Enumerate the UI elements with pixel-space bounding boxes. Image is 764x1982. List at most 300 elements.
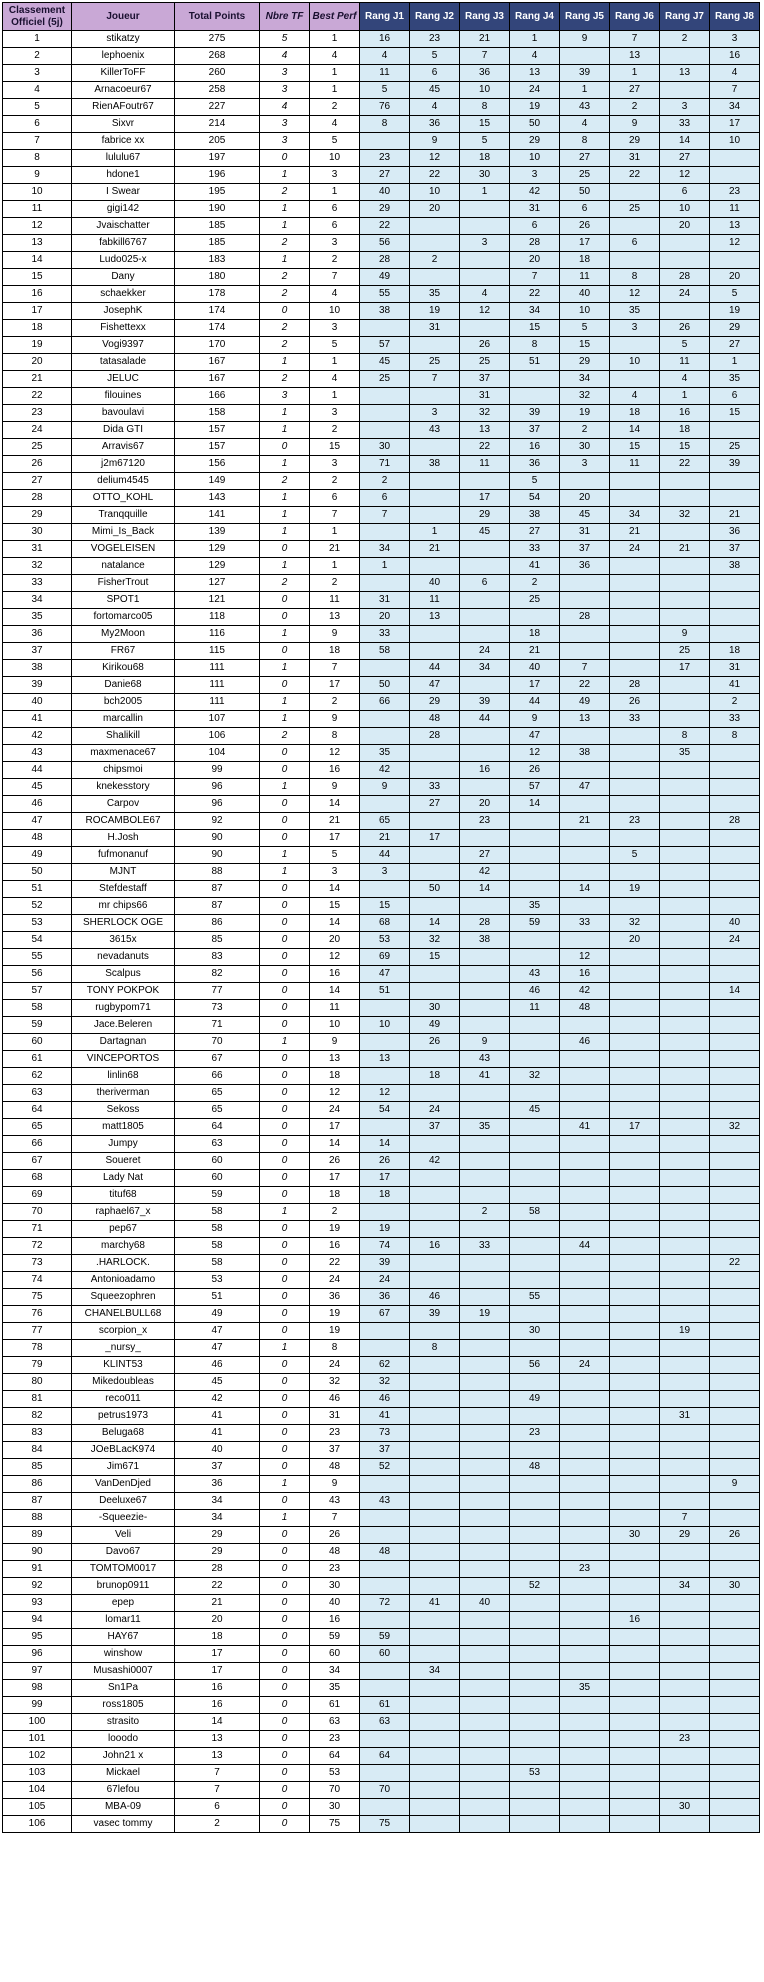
- rang-j2-cell: 34: [410, 1663, 460, 1680]
- best-perf-cell: 7: [310, 269, 360, 286]
- rang-j5-cell: 4: [560, 116, 610, 133]
- best-perf-cell: 2: [310, 694, 360, 711]
- rang-j7-cell: [660, 490, 710, 507]
- best-perf-cell: 37: [310, 1442, 360, 1459]
- nbre-tf-cell: 0: [260, 1799, 310, 1816]
- rang-j5-cell: [560, 1255, 610, 1272]
- rang-j6-cell: 25: [610, 201, 660, 218]
- rang-j7-cell: [660, 1663, 710, 1680]
- rang-j6-cell: [610, 1255, 660, 1272]
- ranking-table: [2, 2, 760, 1833]
- rang-j3-cell: 5: [460, 133, 510, 150]
- rang-j6-cell: [610, 1408, 660, 1425]
- rang-j7-cell: [660, 1680, 710, 1697]
- rang-j5-cell: [560, 1085, 610, 1102]
- rang-j6-cell: 6: [610, 235, 660, 252]
- best-perf-cell: 1: [310, 388, 360, 405]
- rang-j6-cell: [610, 983, 660, 1000]
- rang-j8-cell: [710, 898, 760, 915]
- rang-j2-cell: 25: [410, 354, 460, 371]
- rang-j4-cell: 34: [510, 303, 560, 320]
- player-cell: 3615x: [72, 932, 175, 949]
- rang-j1-cell: [360, 1510, 410, 1527]
- nbre-tf-cell: 0: [260, 1663, 310, 1680]
- total-points-cell: 49: [175, 1306, 260, 1323]
- total-points-cell: 258: [175, 82, 260, 99]
- rang-j6-cell: 35: [610, 303, 660, 320]
- rang-j4-cell: [510, 1714, 560, 1731]
- rang-j4-cell: 31: [510, 201, 560, 218]
- total-points-cell: 227: [175, 99, 260, 116]
- rang-j1-cell: [360, 660, 410, 677]
- rang-j3-cell: 8: [460, 99, 510, 116]
- best-perf-cell: 18: [310, 1187, 360, 1204]
- rang-j1-cell: 9: [360, 779, 410, 796]
- rank-cell: 90: [3, 1544, 72, 1561]
- rang-j4-cell: [510, 1799, 560, 1816]
- rang-j7-cell: [660, 235, 710, 252]
- rang-j1-cell: [360, 1068, 410, 1085]
- rang-j6-cell: [610, 490, 660, 507]
- total-points-cell: 129: [175, 541, 260, 558]
- total-points-cell: 53: [175, 1272, 260, 1289]
- rang-j1-cell: 32: [360, 1374, 410, 1391]
- rank-cell: 35: [3, 609, 72, 626]
- rang-j8-cell: [710, 1493, 760, 1510]
- best-perf-cell: 48: [310, 1459, 360, 1476]
- rang-j8-cell: [710, 1017, 760, 1034]
- best-perf-cell: 10: [310, 150, 360, 167]
- best-perf-cell: 16: [310, 966, 360, 983]
- rang-j8-cell: 9: [710, 1476, 760, 1493]
- nbre-tf-cell: 1: [260, 167, 310, 184]
- rank-cell: 76: [3, 1306, 72, 1323]
- best-perf-cell: 4: [310, 286, 360, 303]
- rang-j6-cell: [610, 1085, 660, 1102]
- rang-j8-cell: 20: [710, 269, 760, 286]
- total-points-cell: 118: [175, 609, 260, 626]
- nbre-tf-cell: 0: [260, 915, 310, 932]
- rank-cell: 53: [3, 915, 72, 932]
- rang-j2-cell: [410, 1748, 460, 1765]
- rank-cell: 81: [3, 1391, 72, 1408]
- rang-j1-cell: [360, 1527, 410, 1544]
- nbre-tf-cell: 0: [260, 1323, 310, 1340]
- rang-j8-cell: [710, 473, 760, 490]
- rang-j5-cell: [560, 48, 610, 65]
- rang-j3-cell: 24: [460, 643, 510, 660]
- rang-j6-cell: [610, 1476, 660, 1493]
- rang-j5-cell: [560, 1272, 610, 1289]
- rank-cell: 66: [3, 1136, 72, 1153]
- table-row: [3, 1153, 760, 1170]
- rang-j7-cell: [660, 473, 710, 490]
- rang-j5-cell: [560, 1714, 610, 1731]
- rang-j3-cell: 35: [460, 1119, 510, 1136]
- total-points-cell: 60: [175, 1153, 260, 1170]
- nbre-tf-cell: 2: [260, 473, 310, 490]
- rank-cell: 19: [3, 337, 72, 354]
- best-perf-cell: 4: [310, 116, 360, 133]
- rang-j2-cell: 24: [410, 1102, 460, 1119]
- best-perf-cell: 19: [310, 1221, 360, 1238]
- rang-j1-cell: [360, 1204, 410, 1221]
- best-perf-cell: 1: [310, 558, 360, 575]
- rang-j5-cell: 50: [560, 184, 610, 201]
- best-perf-cell: 48: [310, 1544, 360, 1561]
- total-points-cell: 167: [175, 354, 260, 371]
- nbre-tf-cell: 1: [260, 201, 310, 218]
- rang-j3-cell: [460, 1527, 510, 1544]
- total-points-cell: 41: [175, 1425, 260, 1442]
- rang-j4-cell: 4: [510, 48, 560, 65]
- best-perf-cell: 21: [310, 541, 360, 558]
- table-row: [3, 1459, 760, 1476]
- rang-j8-cell: [710, 1799, 760, 1816]
- rang-j3-cell: [460, 592, 510, 609]
- total-points-cell: 121: [175, 592, 260, 609]
- rank-cell: 91: [3, 1561, 72, 1578]
- total-points-cell: 28: [175, 1561, 260, 1578]
- rang-j1-cell: 70: [360, 1782, 410, 1799]
- best-perf-cell: 12: [310, 1085, 360, 1102]
- rang-j1-cell: 65: [360, 813, 410, 830]
- player-cell: KLINT53: [72, 1357, 175, 1374]
- rang-j1-cell: [360, 796, 410, 813]
- rang-j5-cell: [560, 932, 610, 949]
- player-cell: vasec tommy: [72, 1816, 175, 1833]
- player-cell: KillerToFF: [72, 65, 175, 82]
- total-points-cell: 83: [175, 949, 260, 966]
- rang-j6-cell: [610, 473, 660, 490]
- rang-j2-cell: 8: [410, 1340, 460, 1357]
- rang-j5-cell: [560, 1629, 610, 1646]
- rank-cell: 100: [3, 1714, 72, 1731]
- header-rang-j8: Rang J8: [710, 3, 760, 31]
- rang-j7-cell: [660, 677, 710, 694]
- rank-cell: 46: [3, 796, 72, 813]
- rank-cell: 73: [3, 1255, 72, 1272]
- rang-j3-cell: 12: [460, 303, 510, 320]
- rang-j5-cell: 3: [560, 456, 610, 473]
- rang-j8-cell: [710, 1136, 760, 1153]
- header-joueur: Joueur: [72, 3, 175, 31]
- rank-cell: 42: [3, 728, 72, 745]
- rang-j3-cell: [460, 558, 510, 575]
- total-points-cell: 111: [175, 660, 260, 677]
- table-row: [3, 65, 760, 82]
- rang-j2-cell: [410, 1442, 460, 1459]
- rang-j6-cell: [610, 898, 660, 915]
- table-row: [3, 1136, 760, 1153]
- rang-j2-cell: [410, 1391, 460, 1408]
- rang-j4-cell: [510, 388, 560, 405]
- rang-j8-cell: 10: [710, 133, 760, 150]
- table-row: [3, 1391, 760, 1408]
- rang-j3-cell: [460, 1561, 510, 1578]
- total-points-cell: 34: [175, 1493, 260, 1510]
- player-cell: Dartagnan: [72, 1034, 175, 1051]
- best-perf-cell: 13: [310, 609, 360, 626]
- rang-j4-cell: 12: [510, 745, 560, 762]
- player-cell: Mickael: [72, 1765, 175, 1782]
- rang-j8-cell: [710, 1357, 760, 1374]
- nbre-tf-cell: 0: [260, 541, 310, 558]
- rang-j4-cell: 54: [510, 490, 560, 507]
- rang-j7-cell: [660, 1119, 710, 1136]
- rang-j3-cell: 42: [460, 864, 510, 881]
- player-cell: maxmenace67: [72, 745, 175, 762]
- rang-j7-cell: 9: [660, 626, 710, 643]
- rang-j6-cell: [610, 1629, 660, 1646]
- total-points-cell: 7: [175, 1765, 260, 1782]
- rang-j5-cell: 25: [560, 167, 610, 184]
- total-points-cell: 58: [175, 1204, 260, 1221]
- rang-j2-cell: [410, 1051, 460, 1068]
- rang-j7-cell: [660, 898, 710, 915]
- total-points-cell: 40: [175, 1442, 260, 1459]
- total-points-cell: 129: [175, 558, 260, 575]
- rang-j1-cell: 42: [360, 762, 410, 779]
- rang-j2-cell: 39: [410, 1306, 460, 1323]
- rang-j3-cell: 19: [460, 1306, 510, 1323]
- rank-cell: 39: [3, 677, 72, 694]
- rang-j4-cell: 10: [510, 150, 560, 167]
- best-perf-cell: 14: [310, 796, 360, 813]
- rang-j1-cell: 22: [360, 218, 410, 235]
- nbre-tf-cell: 0: [260, 1544, 310, 1561]
- rank-cell: 24: [3, 422, 72, 439]
- rang-j1-cell: 66: [360, 694, 410, 711]
- rang-j5-cell: 40: [560, 286, 610, 303]
- best-perf-cell: 3: [310, 235, 360, 252]
- rang-j4-cell: [510, 1527, 560, 1544]
- rank-cell: 106: [3, 1816, 72, 1833]
- nbre-tf-cell: 0: [260, 1051, 310, 1068]
- rank-cell: 78: [3, 1340, 72, 1357]
- table-row: [3, 660, 760, 677]
- rang-j1-cell: 17: [360, 1170, 410, 1187]
- total-points-cell: 59: [175, 1187, 260, 1204]
- rang-j3-cell: [460, 1170, 510, 1187]
- best-perf-cell: 17: [310, 1170, 360, 1187]
- nbre-tf-cell: 4: [260, 48, 310, 65]
- player-cell: bch2005: [72, 694, 175, 711]
- rang-j2-cell: [410, 1357, 460, 1374]
- rang-j6-cell: [610, 728, 660, 745]
- rang-j6-cell: 32: [610, 915, 660, 932]
- rang-j3-cell: 29: [460, 507, 510, 524]
- rang-j5-cell: 2: [560, 422, 610, 439]
- rang-j8-cell: [710, 609, 760, 626]
- rang-j6-cell: [610, 1663, 660, 1680]
- rang-j8-cell: 36: [710, 524, 760, 541]
- best-perf-cell: 61: [310, 1697, 360, 1714]
- rang-j6-cell: [610, 1578, 660, 1595]
- player-cell: natalance: [72, 558, 175, 575]
- rang-j6-cell: [610, 1187, 660, 1204]
- rang-j8-cell: 30: [710, 1578, 760, 1595]
- nbre-tf-cell: 0: [260, 1527, 310, 1544]
- table-row: [3, 1068, 760, 1085]
- rang-j7-cell: 4: [660, 371, 710, 388]
- rang-j1-cell: 55: [360, 286, 410, 303]
- rank-cell: 80: [3, 1374, 72, 1391]
- rang-j4-cell: 57: [510, 779, 560, 796]
- rang-j3-cell: 38: [460, 932, 510, 949]
- total-points-cell: 46: [175, 1357, 260, 1374]
- nbre-tf-cell: 0: [260, 1646, 310, 1663]
- rang-j5-cell: [560, 1136, 610, 1153]
- nbre-tf-cell: 0: [260, 1595, 310, 1612]
- rang-j2-cell: 46: [410, 1289, 460, 1306]
- player-cell: j2m67120: [72, 456, 175, 473]
- rang-j8-cell: [710, 762, 760, 779]
- rang-j7-cell: 28: [660, 269, 710, 286]
- rang-j4-cell: 56: [510, 1357, 560, 1374]
- rang-j6-cell: 15: [610, 439, 660, 456]
- rang-j7-cell: [660, 796, 710, 813]
- player-cell: reco011: [72, 1391, 175, 1408]
- rang-j6-cell: 24: [610, 541, 660, 558]
- rang-j1-cell: 75: [360, 1816, 410, 1833]
- rang-j8-cell: [710, 1391, 760, 1408]
- rang-j6-cell: [610, 762, 660, 779]
- rang-j5-cell: 31: [560, 524, 610, 541]
- rang-j1-cell: [360, 1765, 410, 1782]
- rang-j7-cell: 18: [660, 422, 710, 439]
- nbre-tf-cell: 0: [260, 1612, 310, 1629]
- rang-j5-cell: 43: [560, 99, 610, 116]
- rang-j3-cell: 30: [460, 167, 510, 184]
- rang-j8-cell: [710, 1323, 760, 1340]
- rank-cell: 34: [3, 592, 72, 609]
- rang-j5-cell: 39: [560, 65, 610, 82]
- rank-cell: 21: [3, 371, 72, 388]
- rang-j3-cell: [460, 626, 510, 643]
- rang-j7-cell: [660, 1544, 710, 1561]
- rang-j6-cell: [610, 830, 660, 847]
- rang-j4-cell: [510, 1017, 560, 1034]
- total-points-cell: 67: [175, 1051, 260, 1068]
- nbre-tf-cell: 0: [260, 881, 310, 898]
- rang-j8-cell: 29: [710, 320, 760, 337]
- rang-j7-cell: 7: [660, 1510, 710, 1527]
- rang-j7-cell: 24: [660, 286, 710, 303]
- rang-j3-cell: [460, 1731, 510, 1748]
- rang-j6-cell: 26: [610, 694, 660, 711]
- player-cell: MBA-09: [72, 1799, 175, 1816]
- total-points-cell: 82: [175, 966, 260, 983]
- rang-j3-cell: [460, 1102, 510, 1119]
- rang-j3-cell: [460, 1765, 510, 1782]
- rang-j3-cell: [460, 745, 510, 762]
- rang-j2-cell: [410, 1629, 460, 1646]
- rang-j3-cell: [460, 1629, 510, 1646]
- nbre-tf-cell: 0: [260, 1782, 310, 1799]
- rang-j5-cell: 19: [560, 405, 610, 422]
- best-perf-cell: 30: [310, 1799, 360, 1816]
- rang-j1-cell: 1: [360, 558, 410, 575]
- rang-j2-cell: [410, 626, 460, 643]
- rang-j3-cell: 44: [460, 711, 510, 728]
- rank-cell: 45: [3, 779, 72, 796]
- rang-j8-cell: 3: [710, 31, 760, 48]
- rang-j1-cell: [360, 1476, 410, 1493]
- rang-j3-cell: [460, 949, 510, 966]
- total-points-cell: 178: [175, 286, 260, 303]
- total-points-cell: 13: [175, 1731, 260, 1748]
- header-rang-j2: Rang J2: [410, 3, 460, 31]
- rank-cell: 22: [3, 388, 72, 405]
- player-cell: Lady Nat: [72, 1170, 175, 1187]
- best-perf-cell: 2: [310, 422, 360, 439]
- nbre-tf-cell: 1: [260, 456, 310, 473]
- rank-cell: 49: [3, 847, 72, 864]
- rang-j5-cell: [560, 1289, 610, 1306]
- nbre-tf-cell: 2: [260, 575, 310, 592]
- table-row: [3, 881, 760, 898]
- total-points-cell: 90: [175, 847, 260, 864]
- rang-j7-cell: [660, 813, 710, 830]
- rang-j6-cell: [610, 1000, 660, 1017]
- table-row: [3, 1408, 760, 1425]
- rang-j3-cell: 1: [460, 184, 510, 201]
- rang-j5-cell: [560, 1493, 610, 1510]
- rang-j3-cell: 37: [460, 371, 510, 388]
- best-perf-cell: 15: [310, 439, 360, 456]
- player-cell: ROCAMBOLE67: [72, 813, 175, 830]
- rang-j7-cell: 10: [660, 201, 710, 218]
- table-row: [3, 813, 760, 830]
- rank-cell: 28: [3, 490, 72, 507]
- total-points-cell: 157: [175, 439, 260, 456]
- best-perf-cell: 24: [310, 1102, 360, 1119]
- rang-j7-cell: [660, 1748, 710, 1765]
- table-row: [3, 133, 760, 150]
- rang-j8-cell: 1: [710, 354, 760, 371]
- player-cell: My2Moon: [72, 626, 175, 643]
- rang-j1-cell: [360, 1680, 410, 1697]
- rang-j7-cell: 31: [660, 1408, 710, 1425]
- rank-cell: 93: [3, 1595, 72, 1612]
- rang-j4-cell: 55: [510, 1289, 560, 1306]
- player-cell: TONY POKPOK: [72, 983, 175, 1000]
- nbre-tf-cell: 0: [260, 1731, 310, 1748]
- rank-cell: 75: [3, 1289, 72, 1306]
- table-row: [3, 575, 760, 592]
- nbre-tf-cell: 0: [260, 1578, 310, 1595]
- rang-j8-cell: [710, 1374, 760, 1391]
- rang-j5-cell: [560, 1544, 610, 1561]
- table-row: [3, 524, 760, 541]
- rang-j6-cell: [610, 371, 660, 388]
- nbre-tf-cell: 0: [260, 762, 310, 779]
- rang-j1-cell: [360, 1663, 410, 1680]
- player-cell: nevadanuts: [72, 949, 175, 966]
- rang-j1-cell: 25: [360, 371, 410, 388]
- rang-j4-cell: [510, 1476, 560, 1493]
- best-perf-cell: 15: [310, 898, 360, 915]
- best-perf-cell: 70: [310, 1782, 360, 1799]
- header-rang-j6: Rang J6: [610, 3, 660, 31]
- total-points-cell: 185: [175, 218, 260, 235]
- table-row: [3, 1663, 760, 1680]
- player-cell: fufmonanuf: [72, 847, 175, 864]
- total-points-cell: 139: [175, 524, 260, 541]
- best-perf-cell: 1: [310, 82, 360, 99]
- player-cell: VOGELEISEN: [72, 541, 175, 558]
